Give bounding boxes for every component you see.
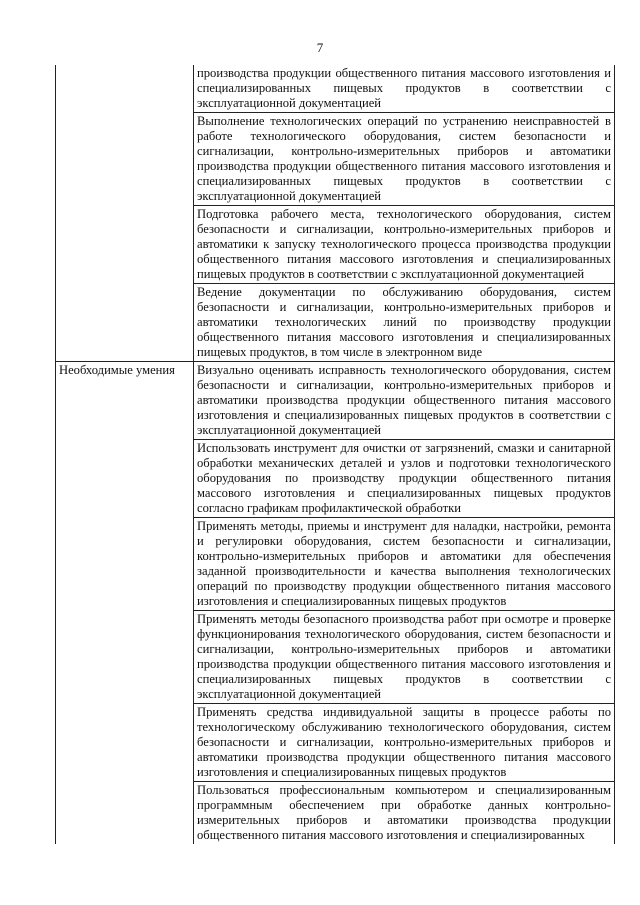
action-cell: Выполнение технологических операций по устранению неисправностей в работе технологического оборудования, систем безопасности и сигнализации, контрольно-измерительных приборов и автоматики производства продукции общественного питания массового изготовления и специализированных пищевых продуктов в соответствии с эксплуатационной документацией — [194, 113, 615, 206]
section-label-cell — [56, 362, 194, 845]
skill-cell: Применять методы безопасного производства работ при осмотре и проверке функционирования технологического оборудования, систем безопасности и сигнализации, контрольно-измерительных приборов и автоматики производства продукции общественного питания массового изготовления и специализированных пищевых продуктов в соответствии с эксплуатационной документацией — [194, 611, 615, 704]
action-cell: Подготовка рабочего места, технологического оборудования, систем безопасности и сигнализации, контрольно-измерительных приборов и автоматики к запуску технологического процесса производства продукции общественного питания массового изготовления и специализированных пищевых продуктов в соответствии с эксплуатационной документацией — [194, 206, 615, 284]
table-row — [56, 362, 615, 440]
table-row — [56, 65, 615, 113]
action-cell: Ведение документации по обслуживанию оборудования, систем безопасности и сигнализации, контрольно-измерительных приборов и автоматики технологических линий по производству продукции общественного питания массового изготовления и специализированных пищевых продуктов, в том числе в электронном виде — [194, 284, 615, 362]
page-number: 7 — [316, 40, 324, 55]
section-label: Необходимые умения — [59, 363, 175, 377]
action-cell: производства продукции общественного питания массового изготовления и специализированных пищевых продуктов в соответствии с эксплуатационной документацией — [194, 65, 615, 113]
requirements-table — [55, 65, 615, 844]
skill-cell: Пользоваться профессиональным компьютером и специализированным программным обеспечением при обработке данных контрольно-измерительных приборов и автоматики производства продукции общественного питания массового изготовления и специализированных — [194, 782, 615, 845]
label-cell-empty — [56, 65, 194, 362]
skill-cell: Визуально оценивать исправность технологического оборудования, систем безопасности и сигнализации, контрольно-измерительных приборов и автоматики производства продукции общественного питания массового изготовления и специализированных пищевых продуктов в соответствии с эксплуатационной документацией — [194, 362, 615, 440]
skill-cell: Использовать инструмент для очистки от загрязнений, смазки и санитарной обработки механических деталей и узлов и подготовки технологического оборудования по производству продукции общественного питания массового изготовления и специализированных пищевых продуктов согласно графикам профилактической обработки — [194, 440, 615, 518]
skill-cell: Применять методы, приемы и инструмент для наладки, настройки, ремонта и регулировки оборудования, систем безопасности и сигнализации, контрольно-измерительных приборов и автоматики для обеспечения заданной производительности и качества выполнения технологических операций по производству продукции общественного питания массового изготовления и специализированных пищевых продуктов — [194, 518, 615, 611]
skill-cell: Применять средства индивидуальной защиты в процессе работы по технологическому обслуживанию технологического оборудования, систем безопасности и сигнализации, контрольно-измерительных приборов и автоматики производства продукции общественного питания массового изготовления и специализированных пищевых продуктов — [194, 704, 615, 782]
